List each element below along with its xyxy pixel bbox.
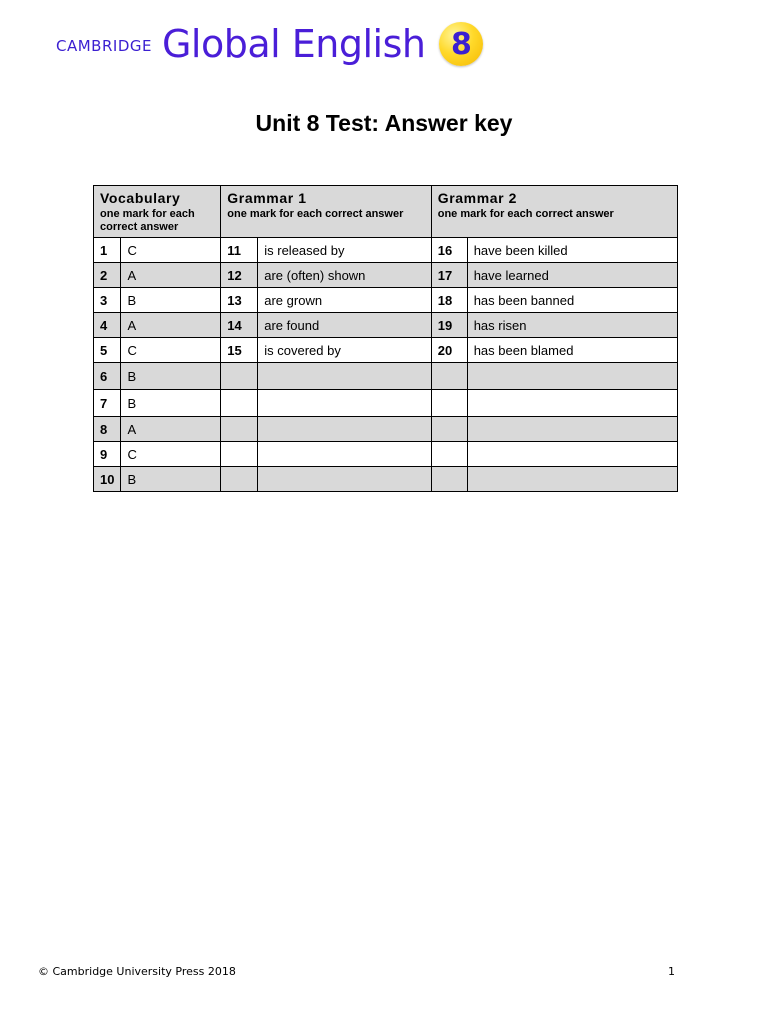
answer: C — [121, 338, 221, 363]
question-number — [221, 417, 258, 442]
table-row — [94, 442, 678, 467]
answer: has been blamed — [467, 338, 677, 363]
question-number — [431, 417, 467, 442]
answer: is released by — [258, 238, 431, 263]
answer: A — [121, 263, 221, 288]
question-number: 19 — [431, 313, 467, 338]
question-number: 4 — [94, 313, 121, 338]
table-row — [94, 363, 678, 390]
answer — [467, 363, 677, 390]
section-subtitle: one mark for each correct answer — [100, 208, 195, 233]
answer: have been killed — [467, 238, 677, 263]
question-number: 10 — [94, 467, 121, 492]
section-subtitle: one mark for each correct answer — [437, 208, 614, 220]
answer: A — [121, 417, 221, 442]
question-number: 11 — [221, 238, 258, 263]
table-row — [94, 238, 678, 263]
answer: C — [121, 442, 221, 467]
section-subtitle: one mark for each correct answer — [227, 208, 404, 220]
brand-logo — [56, 14, 483, 74]
question-number — [431, 390, 467, 417]
section-title: Vocabulary — [100, 190, 181, 206]
question-number: 16 — [431, 238, 467, 263]
copyright-footer: © Cambridge University Press 2018 — [38, 965, 236, 978]
answer — [258, 417, 431, 442]
level-badge-icon: 8 — [439, 22, 483, 66]
question-number: 18 — [431, 288, 467, 313]
question-number: 5 — [94, 338, 121, 363]
table-row — [94, 313, 678, 338]
question-number: 9 — [94, 442, 121, 467]
question-number — [221, 390, 258, 417]
question-number — [431, 442, 467, 467]
answer: is covered by — [258, 338, 431, 363]
section-title: Grammar 1 — [227, 190, 307, 206]
answer: has risen — [467, 313, 677, 338]
question-number — [221, 467, 258, 492]
answer — [258, 363, 431, 390]
table-row — [94, 263, 678, 288]
table-row — [94, 467, 678, 492]
question-number — [221, 442, 258, 467]
brand-cambridge-wordmark: CAMBRIDGE — [56, 37, 152, 55]
table-header-row — [94, 186, 678, 238]
question-number — [221, 363, 258, 390]
question-number — [431, 467, 467, 492]
answer: B — [121, 288, 221, 313]
question-number: 1 — [94, 238, 121, 263]
answer: C — [121, 238, 221, 263]
answer: A — [121, 313, 221, 338]
question-number: 17 — [431, 263, 467, 288]
answer — [258, 467, 431, 492]
question-number: 3 — [94, 288, 121, 313]
question-number: 8 — [94, 417, 121, 442]
question-number: 12 — [221, 263, 258, 288]
answer: are (often) shown — [258, 263, 431, 288]
answer — [258, 442, 431, 467]
vocabulary-header — [94, 186, 221, 238]
answer: has been banned — [467, 288, 677, 313]
answer-key-table — [93, 185, 678, 492]
table-row — [94, 288, 678, 313]
answer: B — [121, 363, 221, 390]
question-number: 14 — [221, 313, 258, 338]
answer: have learned — [467, 263, 677, 288]
page-number: 1 — [668, 965, 675, 978]
answer: B — [121, 467, 221, 492]
answer — [467, 390, 677, 417]
grammar-1-header — [221, 186, 431, 238]
answer — [258, 390, 431, 417]
table-row — [94, 390, 678, 417]
question-number: 6 — [94, 363, 121, 390]
answer: B — [121, 390, 221, 417]
question-number: 2 — [94, 263, 121, 288]
question-number — [431, 363, 467, 390]
answer: are grown — [258, 288, 431, 313]
answer — [467, 442, 677, 467]
question-number: 13 — [221, 288, 258, 313]
table-row — [94, 338, 678, 363]
page-title: Unit 8 Test: Answer key — [255, 110, 513, 136]
grammar-2-header — [431, 186, 677, 238]
answer: are found — [258, 313, 431, 338]
question-number: 20 — [431, 338, 467, 363]
section-title: Grammar 2 — [437, 190, 518, 206]
brand-product-name: Global English — [161, 22, 426, 66]
question-number: 7 — [94, 390, 121, 417]
answer — [467, 417, 677, 442]
table-row — [94, 417, 678, 442]
answer — [467, 467, 677, 492]
question-number: 15 — [221, 338, 258, 363]
